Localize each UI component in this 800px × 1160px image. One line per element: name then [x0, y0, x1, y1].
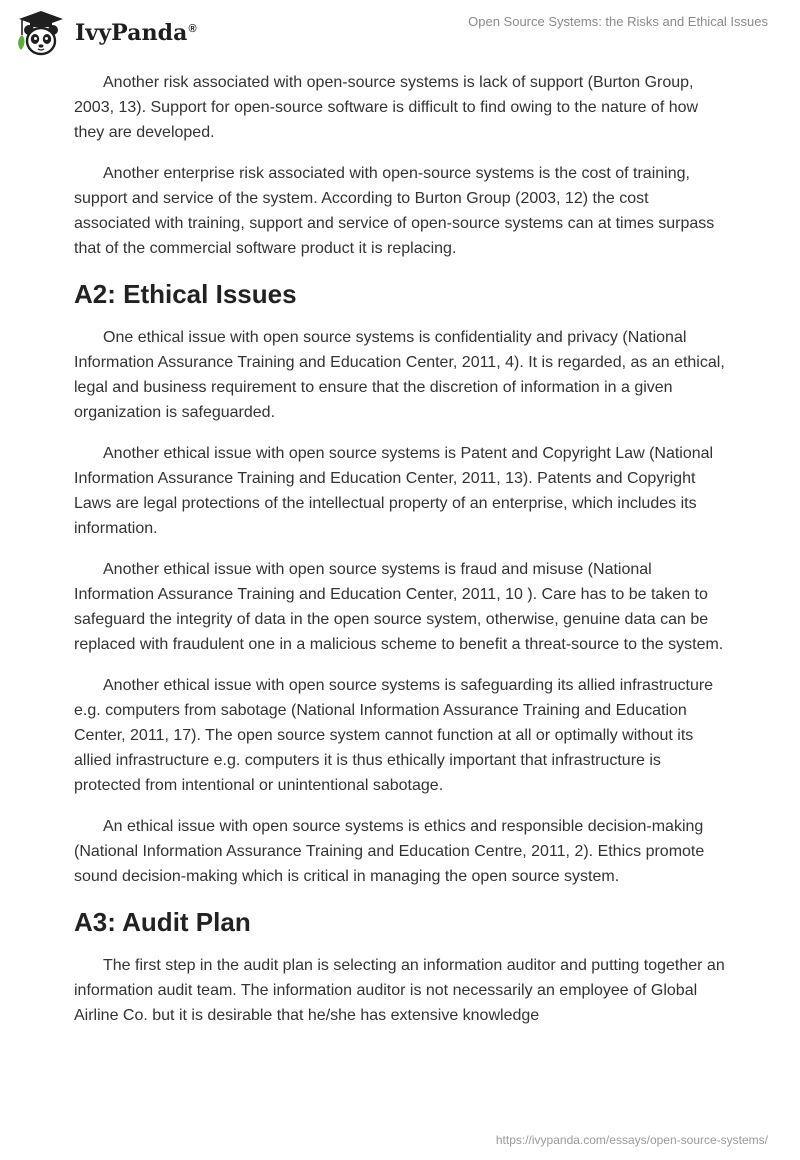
source-url[interactable]: https://ivypanda.com/essays/open-source-systems/: [495, 1133, 768, 1147]
paragraph: Another ethical issue with open source systems is Patent and Copyright Law (National Information Assurance Training and Education Center, 2011, 13). Patents and Copyright Laws are legal protections of the intellectual property of an enterprise, which includes its information.: [74, 445, 714, 537]
paragraph: Another risk associated with open-source systems is lack of support (Burton Group, 2003, 13). Support for open-source software is difficult to find owing to the nature of how they are developed.: [74, 74, 699, 141]
brand-name: IvyPanda®: [75, 20, 197, 46]
paragraph: One ethical issue with open source systems is confidentiality and privacy (National Information Assurance Training and Education Center, 2011, 4). It is regarded, as an ethical, legal and business requirement to ensure that the discretion of information in a given organization is safeguarded.: [74, 329, 725, 421]
essay-body: [74, 70, 726, 1044]
paragraph: Another enterprise risk associated with open-source systems is the cost of training, support and service of the system. According to Burton Group (2003, 12) the cost associated with training, support and service of open-source systems can at times surpass that of the commercial software product it is replacing.: [74, 165, 715, 257]
section-heading-ethical-issues: A2: Ethical Issues: [74, 279, 297, 309]
page-header: [0, 0, 800, 62]
paragraph: The first step in the audit plan is selecting an information auditor and putting together an information audit team. The information auditor is not necessarily an employee of Global Airline Co. but it is desirable that he/she has extensive knowledge: [74, 957, 725, 1024]
document-title: Open Source Systems: the Risks and Ethical Issues: [468, 14, 768, 29]
section-heading-audit-plan: A3: Audit Plan: [74, 907, 251, 937]
panda-mascot-icon: [13, 8, 69, 58]
ivypanda-logo[interactable]: [13, 8, 197, 58]
paragraph: Another ethical issue with open source systems is fraud and misuse (National Information Assurance Training and Education Center, 2011, 10 ). Care has to be taken to safeguard the integrity of data in the open source system, otherwise, genuine data can be replaced with fraudulent one in a malicious scheme to benefit a threat-source to the system.: [74, 561, 724, 653]
paragraph: Another ethical issue with open source systems is safeguarding its allied infrastructure e.g. computers from sabotage (National Information Assurance Training and Education Center, 2011, 17). The open source system cannot function at all or optimally without its allied infrastructure e.g. computers it is thus ethically important that infrastructure is protected from intentional or unintentional sabotage.: [74, 677, 714, 794]
paragraph: An ethical issue with open source systems is ethics and responsible decision-making (National Information Assurance Training and Education Centre, 2011, 2). Ethics promote sound decision-making which is critical in managing the open source system.: [74, 818, 705, 885]
